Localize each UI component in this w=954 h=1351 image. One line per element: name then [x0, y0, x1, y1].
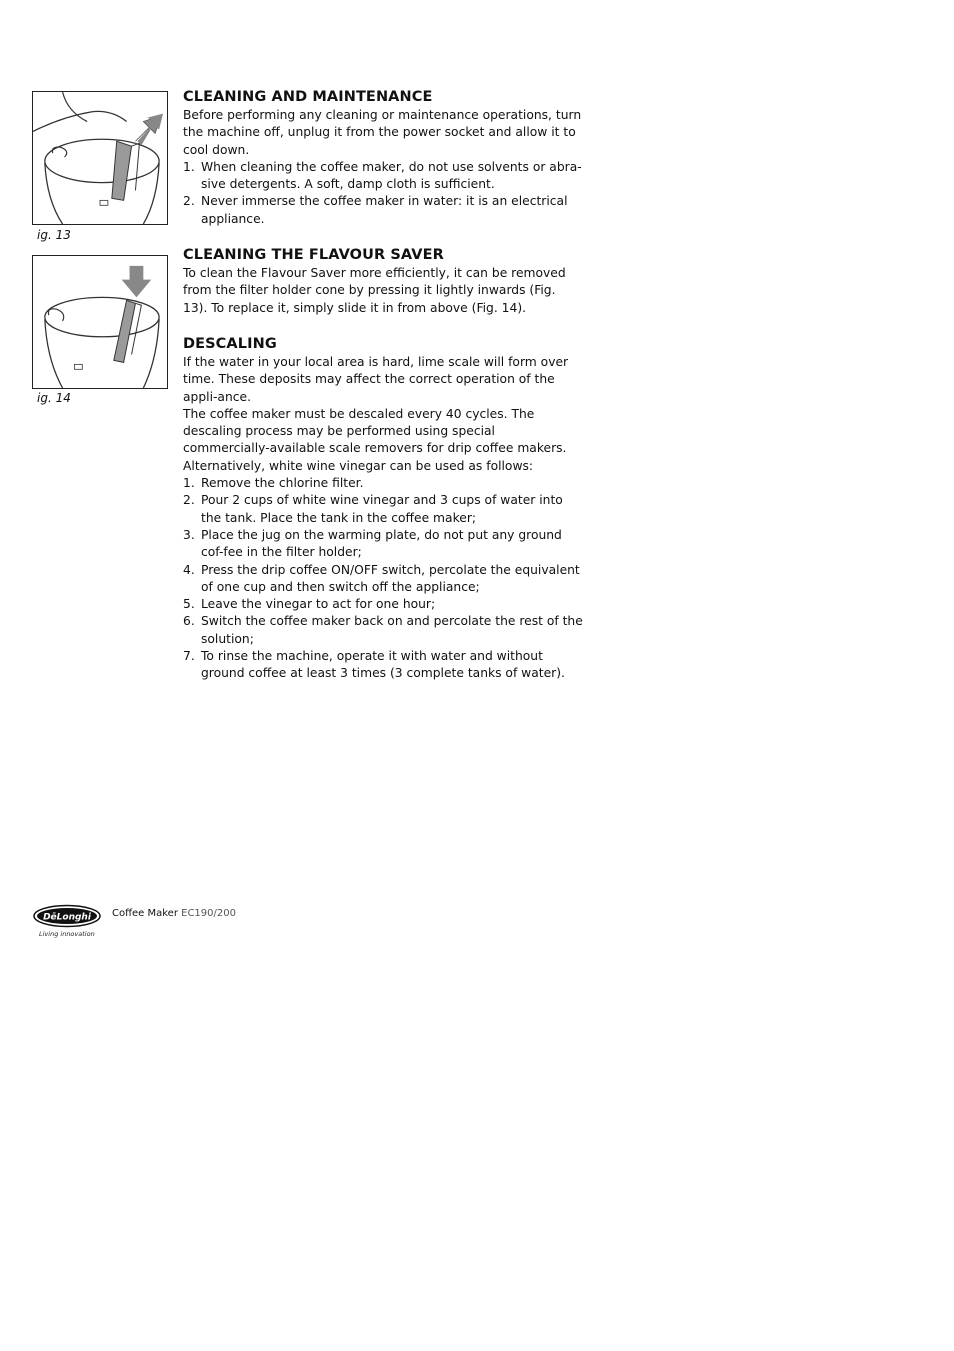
list-item [183, 648, 583, 683]
figure-14-illustration [32, 255, 168, 389]
list-item [183, 492, 583, 527]
footer-product: Coffee Maker [112, 908, 178, 919]
filter-holder-press-illustration [33, 92, 167, 224]
list-item-number: 1. [183, 476, 195, 491]
figure-13-illustration [32, 91, 168, 225]
list-item-text: When cleaning the coffee maker, do not use solvents or abra-sive detergents. A soft, damp cloth is sufficient. [201, 159, 582, 192]
delonghi-logo [32, 904, 102, 928]
list-item [183, 562, 583, 597]
list-item-text: To rinse the machine, operate it with water and without ground coffee at least 3 times (3 complete tanks of water). [201, 649, 565, 681]
list-item [183, 193, 583, 228]
list-item-number: 4. [183, 562, 195, 577]
footer-tagline: Living innovation [39, 930, 95, 938]
list-item-number: 6. [183, 614, 195, 629]
descaling-list [183, 475, 583, 683]
manual-content [183, 88, 583, 683]
list-item-number: 7. [183, 649, 195, 664]
list-item [183, 613, 583, 648]
flavour-saver-heading: CLEANING THE FLAVOUR SAVER [183, 247, 444, 264]
figure-13-caption: ig. 13 [37, 228, 71, 242]
list-item-text: Switch the coffee maker back on and percolate the rest of the solution; [201, 614, 583, 646]
list-item-number: 1. [183, 159, 195, 174]
list-item [183, 596, 583, 613]
list-item-text: Remove the chlorine filter. [201, 476, 364, 491]
descaling-para-2: The coffee maker must be descaled every 40 cycles. The descaling process may be performed using special commercially-available scale removers for drip coffee makers. Alternatively, white wine vinegar can be used as follows: [183, 406, 567, 473]
list-item-text: Never immerse the coffee maker in water: it is an electrical appliance. [201, 194, 568, 226]
list-item-text: Place the jug on the warming plate, do not put any ground cof-fee in the filter holder; [201, 527, 562, 560]
footer-model: EC190/200 [181, 908, 236, 919]
list-item [183, 475, 583, 492]
logo-text: DēLonghi [43, 912, 91, 923]
figure-14-caption: ig. 14 [37, 391, 71, 405]
descaling-heading: DESCALING [183, 335, 277, 352]
cleaning-maintenance-heading: CLEANING AND MAINTENANCE [183, 89, 433, 105]
list-item-number: 3. [183, 527, 195, 542]
list-item [183, 159, 583, 194]
cleaning-list [183, 159, 583, 228]
cleaning-intro-text: Before performing any cleaning or maintenance operations, turn the machine off, unplug it from the power socket and allow it to cool down. [183, 108, 582, 157]
list-item-text: Leave the vinegar to act for one hour; [201, 597, 436, 612]
list-item-number: 2. [183, 493, 195, 508]
descaling-para-1: If the water in your local area is hard, lime scale will form over time. These deposits may affect the correct operation of the appli-ance. [183, 354, 569, 404]
list-item-text: Press the drip coffee ON/OFF switch, percolate the equivalent of one cup and then switch off the appliance; [201, 562, 580, 594]
footer-product-info [112, 908, 236, 919]
list-item [183, 527, 583, 562]
filter-holder-insert-illustration [33, 256, 167, 388]
list-item-number: 2. [183, 194, 195, 209]
flavour-saver-text: To clean the Flavour Saver more efficiently, it can be removed from the filter holder cone by pressing it lightly inwards (Fig. 13). To replace it, simply slide it in from above (Fig. 14). [183, 266, 566, 315]
list-item-text: Pour 2 cups of white wine vinegar and 3 cups of water into the tank. Place the tank in the coffee maker; [201, 493, 563, 525]
list-item-number: 5. [183, 597, 195, 612]
